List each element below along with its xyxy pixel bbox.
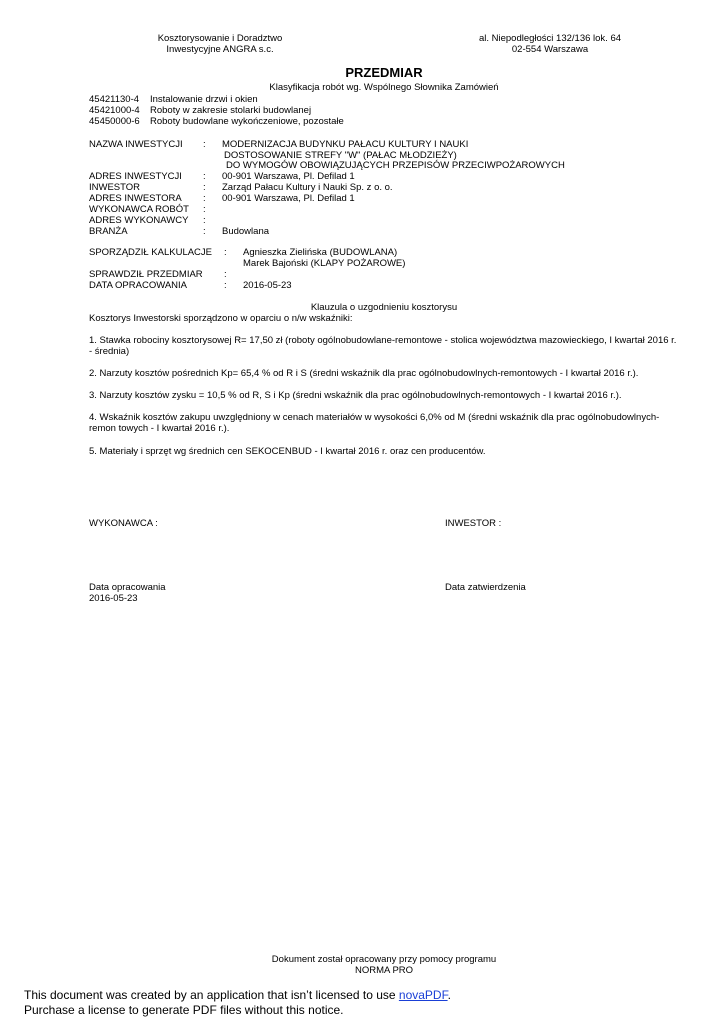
sporzadzil-2: Marek Bajoński (KLAPY POŻAROWE) bbox=[243, 258, 406, 269]
colon: : bbox=[224, 269, 227, 280]
license-notice bbox=[24, 988, 451, 1018]
company-address bbox=[470, 34, 630, 56]
document-subtitle: Klasyfikacja robót wg. Wspólnego Słownika Zamówień bbox=[269, 82, 499, 93]
adres-inwestora: 00-901 Warszawa, Pl. Defilad 1 bbox=[222, 193, 355, 204]
colon: : bbox=[203, 226, 206, 237]
inwestor: Zarząd Pałacu Kultury i Nauki Sp. z o. o. bbox=[222, 182, 393, 193]
cpv-list bbox=[89, 95, 344, 128]
data-opracowania-footer-label: Data opracowania bbox=[89, 582, 166, 593]
nazwa-line-3: DO WYMOGÓW OBOWIĄZUJĄCYCH PRZEPISÓW PRZECIWPOŻAROWYCH bbox=[226, 160, 565, 171]
license-notice-text: This document was created by an application that isn’t licensed to use bbox=[24, 988, 399, 1002]
adres-inwestycji: 00-901 Warszawa, Pl. Defilad 1 bbox=[222, 171, 355, 182]
wykonawca-label: WYKONAWCA ROBÓT bbox=[89, 204, 189, 215]
adres-wykonawcy-label: ADRES WYKONAWCY bbox=[89, 215, 189, 226]
klauzula-point-1: 1. Stawka robociny kosztorysowej R= 17,50 zł (roboty ogólnobudowlane-remontowe - stolica województwa mazowieckiego, I kwartał 2016 r. - średnia) bbox=[89, 335, 677, 357]
cpv-desc: Roboty w zakresie stolarki budowlanej bbox=[150, 105, 312, 116]
cpv-code: 45450000-6 bbox=[89, 116, 140, 127]
klauzula-point-3: 3. Narzuty kosztów zysku = 10,5 % od R, S i Kp (średni wskaźnik dla prac ogólnobudowlnych-remontowych - I kwartał 2016 r.). bbox=[89, 390, 622, 401]
colon: : bbox=[203, 204, 206, 215]
address-line-2: 02-554 Warszawa bbox=[511, 43, 589, 55]
nazwa-line-2: DOSTOSOWANIE STREFY "W" (PAŁAC MŁODZIEŻY) bbox=[224, 150, 457, 161]
klauzula-point-2: 2. Narzuty kosztów pośrednich Kp= 65,4 % od R i S (średni wskaźnik dla prac ogólnobudowlnych-remontowych - I kwartał 2016 r.). bbox=[89, 368, 639, 379]
company-name bbox=[150, 34, 290, 56]
cpv-code: 45421000-4 bbox=[89, 105, 140, 116]
sporzadzil-1: Agnieszka Zielińska (BUDOWLANA) bbox=[243, 247, 398, 258]
klauzula-point-5: 5. Materiały i sprzęt wg średnich cen SEKOCENBUD - I kwartał 2016 r. oraz cen producentów. bbox=[89, 446, 486, 457]
branza: Budowlana bbox=[222, 226, 270, 237]
program-line-1: Dokument został opracowany przy pomocy programu bbox=[271, 954, 497, 965]
klauzula-point-4: 4. Wskaźnik kosztów zakupu uwzględniony w cenach materiałów w wysokości 6,0% od M (średni wskaźnik dla prac ogólnobudowlnych-remon towych - I kwartał 2016 r.). bbox=[89, 412, 660, 434]
company-line-1: Kosztorysowanie i Doradztwo bbox=[157, 33, 283, 44]
data-opracowania: 2016-05-23 bbox=[243, 280, 292, 291]
cpv-item bbox=[89, 117, 344, 128]
inwestor-label: INWESTOR bbox=[89, 182, 141, 193]
data-opracowania-label: DATA OPRACOWANIA bbox=[89, 280, 188, 291]
sporzadzil-label: SPORZĄDZIŁ KALKULACJE bbox=[89, 247, 213, 258]
branza-label: BRANŻA bbox=[89, 226, 128, 237]
license-notice-line-2: Purchase a license to generate PDF files without this notice. bbox=[24, 1003, 344, 1017]
license-notice-line-1 bbox=[24, 988, 451, 1003]
novapdf-link[interactable]: novaPDF bbox=[398, 988, 448, 1002]
cpv-desc: Instalowanie drzwi i okien bbox=[150, 94, 258, 105]
nazwa-line-1: MODERNIZACJA BUDYNKU PAŁACU KULTURY I NAUKI bbox=[222, 139, 469, 150]
colon: : bbox=[203, 215, 206, 226]
adres-inwestora-label: ADRES INWESTORA bbox=[89, 193, 182, 204]
document-title: PRZEDMIAR bbox=[345, 65, 423, 80]
program-line-2: NORMA PRO bbox=[354, 965, 414, 976]
nazwa-label: NAZWA INWESTYCJI bbox=[89, 139, 183, 150]
colon: : bbox=[224, 247, 227, 258]
sprawdzil-label: SPRAWDZIŁ PRZEDMIAR bbox=[89, 269, 203, 280]
adres-inwestycji-label: ADRES INWESTYCJI bbox=[89, 171, 182, 182]
colon: : bbox=[203, 139, 206, 150]
wykonawca-signature-label: WYKONAWCA : bbox=[89, 518, 158, 529]
colon: : bbox=[203, 182, 206, 193]
data-opracowania-footer: 2016-05-23 bbox=[89, 593, 138, 604]
cpv-desc: Roboty budowlane wykończeniowe, pozostałe bbox=[150, 116, 344, 127]
cpv-code: 45421130-4 bbox=[89, 94, 140, 105]
colon: : bbox=[224, 280, 227, 291]
colon: : bbox=[203, 171, 206, 182]
colon: : bbox=[203, 193, 206, 204]
data-zatwierdzenia-label: Data zatwierdzenia bbox=[445, 582, 526, 593]
inwestor-signature-label: INWESTOR : bbox=[445, 518, 502, 529]
address-line-1: al. Niepodległości 132/136 lok. 64 bbox=[478, 33, 622, 44]
klauzula-intro: Kosztorys Inwestorski sporządzono w oparciu o n/w wskaźniki: bbox=[89, 313, 353, 324]
license-notice-period: . bbox=[447, 988, 451, 1002]
company-line-2: Inwestycyjne ANGRA s.c. bbox=[166, 43, 274, 55]
klauzula-title: Klauzula o uzgodnieniu kosztorysu bbox=[310, 302, 458, 313]
